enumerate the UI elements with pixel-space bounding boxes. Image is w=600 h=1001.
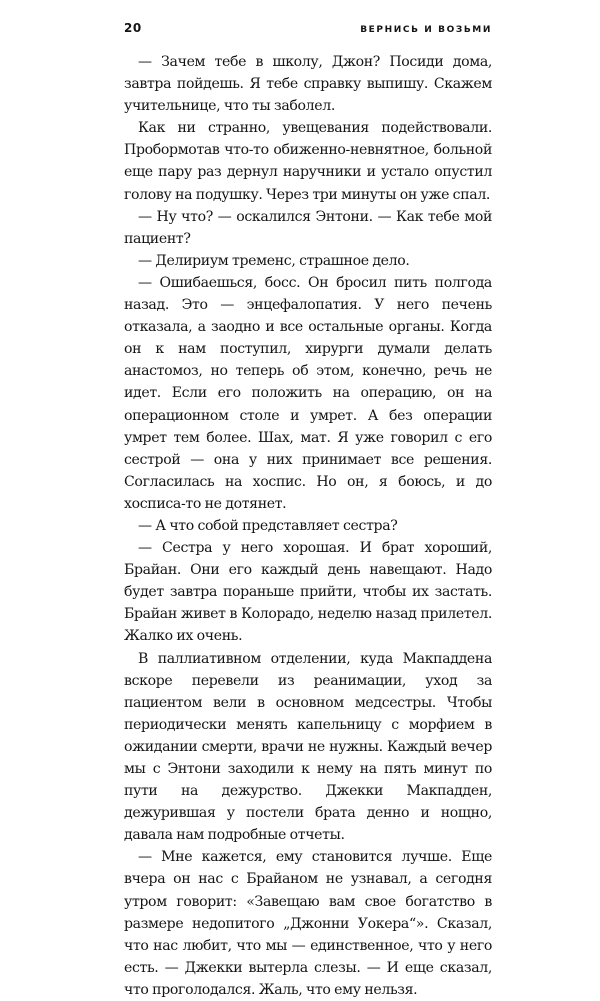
paragraph: — Сестра у него хорошая. И брат хороший, Брайан. Они его каждый день навещают. Надо будет завтра пораньше прийти, чтобы их застать. Брайан живет в Колорадо, неделю назад прилетел. Жалко их очень. [124, 540, 492, 645]
paragraph: — Мне кажется, ему становится лучше. Еще вчера он нас с Брайаном не узнавал, а сегодня утром говорит: «Завещаю вам свое богатство в размере недопитого „Джонни Уокера“». Сказал, что нас любит, что мы — единственное, что у него есть. — Джекки вытерла слезы. — И еще сказал, что проголодался. Жаль, что ему нельзя. [124, 849, 492, 998]
body-text [124, 51, 492, 1001]
page-number: 20 [124, 21, 142, 35]
paragraph: Как ни странно, увещевания подействовали. Пробормотав что-то обиженно-невнятное, больной еще пару раз дернул наручники и устало опустил голову на подушку. Через три минуты он уже спал. [124, 120, 492, 203]
paragraph: — А что собой представляет сестра? [138, 517, 398, 534]
paragraph: В паллиативном отделении, куда Макпаддена вскоре перевели из реанимации, уход за пациентом вели в основном медсестры. Чтобы периодически менять капельницу с морфием в ожидании смерти, врачи не нужны. Каждый вечер мы с Энтони заходили к нему на пять минут по пути на дежурство. Джекки Макпадден, дежурившая у постели брата денно и нощно, давала нам подробные отчеты. [124, 650, 492, 844]
paragraph: — Ну что? — оскалился Энтони. — Как тебе мой пациент? [124, 208, 492, 247]
running-title: ВЕРНИСЬ И ВОЗЬМИ [360, 25, 492, 35]
paragraph: — Ошибаешься, босс. Он бросил пить полгода назад. Это — энцефалопатия. У него печень отказала, а заодно и все остальные органы. Когда он к нам поступил, хирурги думали делать анастомоз, но теперь об этом, конечно, речь не идет. Если его положить на операцию, он на операционном столе и умрет. А без операции умрет тем более. Шах, мат. Я уже говорил с его сестрой — она у них принимает все решения. Согласилась на хоспис. Но он, я боюсь, и до хосписа-то не дотянет. [124, 274, 492, 512]
page-header [124, 21, 492, 35]
paragraph: — Делириум тременс, страшное дело. [138, 252, 410, 269]
paragraph: — Зачем тебе в школу, Джон? Посиди дома, завтра пойдешь. Я тебе справку выпишу. Скажем учительнице, что ты заболел. [124, 54, 492, 115]
